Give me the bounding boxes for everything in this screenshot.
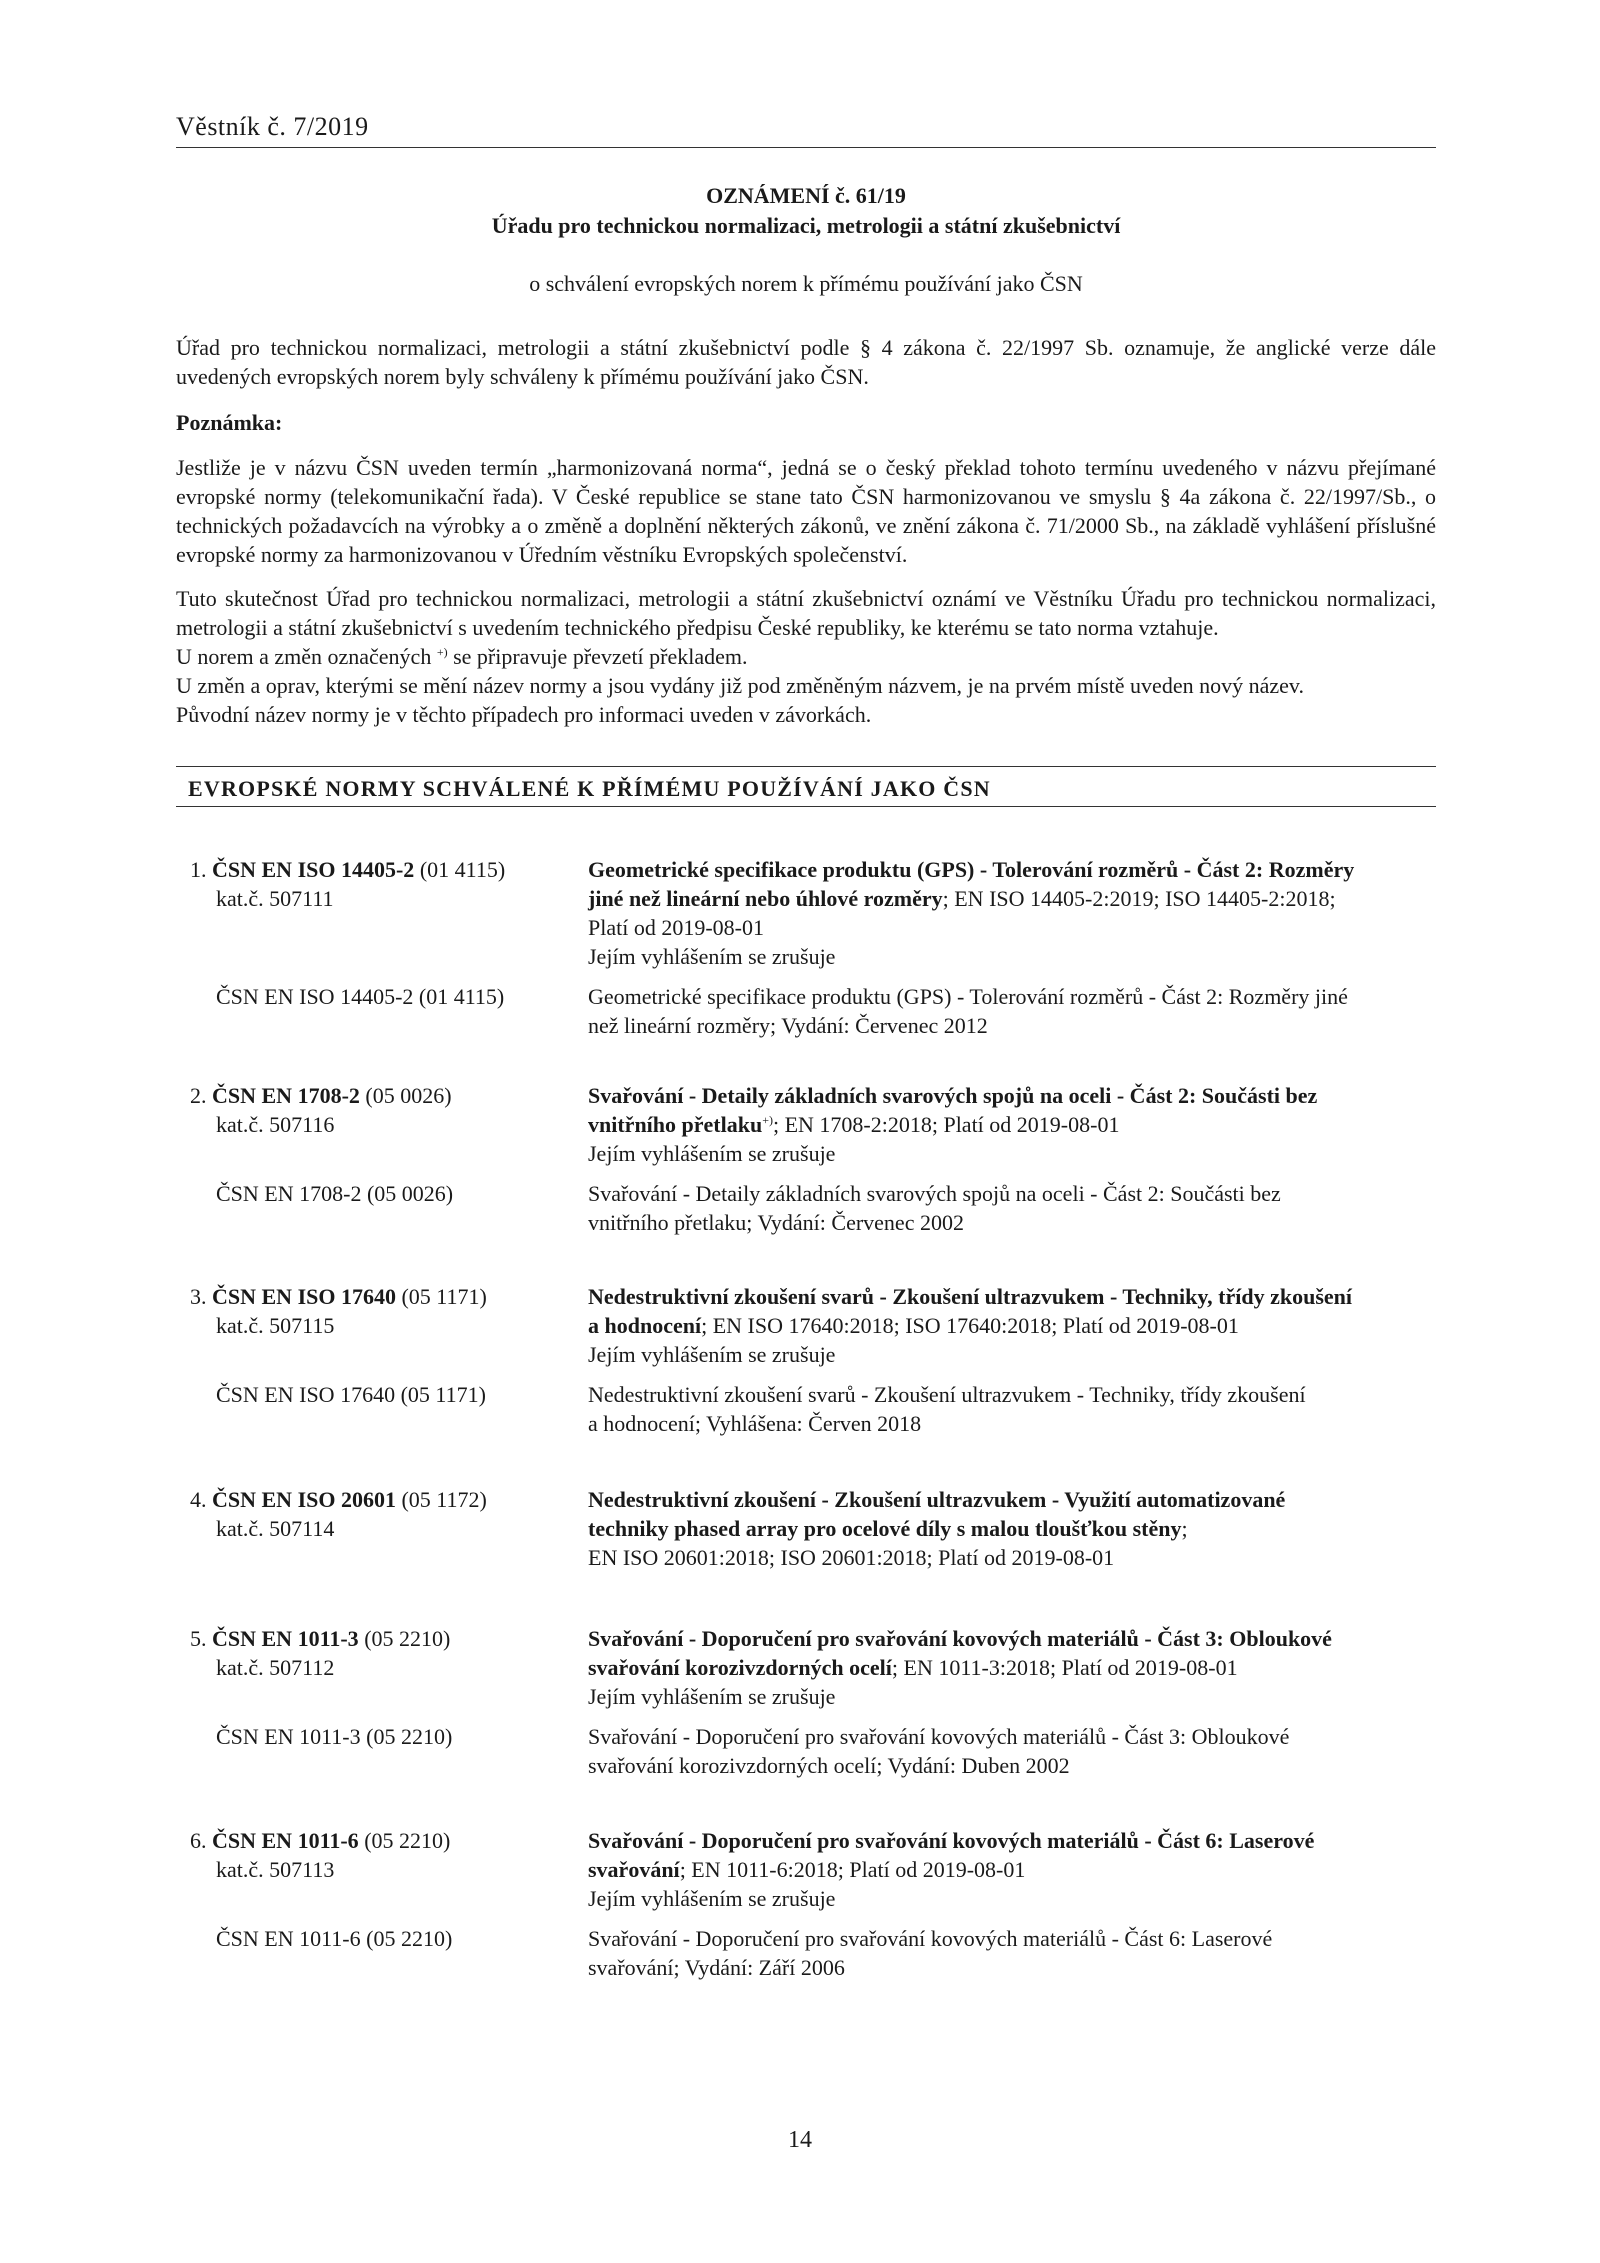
norm-code: ČSN EN ISO 20601 <box>212 1487 396 1512</box>
norm-catalog-number: kat.č. 507115 <box>216 1313 335 1338</box>
norm-valid-from: Platí od 2019-08-01 <box>588 915 764 940</box>
page-number: 14 <box>788 2127 812 2153</box>
old-norm-line2: a hodnocení; Vyhlášena: Červen 2018 <box>588 1411 922 1436</box>
running-head: Věstník č. 7/2019 <box>176 112 369 141</box>
norm-description <box>588 1485 1436 1572</box>
old-norm-line1: Svařování - Detaily základních svarových spojů na oceli - Část 2: Součásti bez <box>588 1181 1281 1206</box>
notice-authority: Úřadu pro technickou normalizaci, metrologii a státní zkušebnictví <box>491 213 1121 238</box>
norm-class: (05 0026) <box>365 1083 452 1108</box>
norm-number: 3. <box>190 1284 207 1309</box>
norm-id-column <box>176 1826 576 1884</box>
norm-number: 1. <box>190 857 207 882</box>
norm-id-column <box>176 1624 576 1682</box>
norm-description <box>588 1826 1436 1913</box>
norm-title-line2: vnitřního přetlaku <box>588 1112 763 1137</box>
norm-title-line2: jiné než lineární nebo úhlové rozměry <box>588 886 943 911</box>
norm-class: (01 4115) <box>419 857 506 882</box>
norm-description <box>588 1081 1436 1168</box>
norm-class: (05 2210) <box>364 1828 451 1853</box>
old-norm-line1: Geometrické specifikace produktu (GPS) - Tolerování rozměrů - Část 2: Rozměry jiné <box>588 984 1348 1009</box>
publication-paragraph: Tuto skutečnost Úřad pro technickou normalizaci, metrologii a státní zkušebnictví oznámí ve Věstníku Úřadu pro technickou normalizaci, metrologii a státní zkušebnictví s uvedením technického předpisu České republiky, ke kterému se tato norma vztahuje. <box>176 586 1436 640</box>
section-top-rule <box>176 766 1436 767</box>
translation-note-pre: U norem a změn označených <box>176 644 432 669</box>
old-norm-code: ČSN EN ISO 17640 (05 1171) <box>216 1382 486 1407</box>
old-norm-description <box>588 982 1436 1040</box>
norm-description <box>588 1282 1436 1369</box>
norm-title-line2: a hodnocení <box>588 1313 702 1338</box>
norm-catalog-number: kat.č. 507112 <box>216 1655 335 1680</box>
norm-title-line1: Svařování - Detaily základních svarových spojů na oceli - Část 2: Součásti bez <box>588 1083 1318 1108</box>
norm-description <box>588 1624 1436 1711</box>
norm-description <box>588 855 1436 971</box>
translation-note-post: se připravuje převzetí překladem. <box>453 644 748 669</box>
norm-catalog-number: kat.č. 507114 <box>216 1516 335 1541</box>
norm-id-column <box>176 1081 576 1139</box>
norm-code: ČSN EN ISO 14405-2 <box>212 857 415 882</box>
intro-paragraph: Úřad pro technickou normalizaci, metrologii a státní zkušebnictví podle § 4 zákona č. 22/1997 Sb. oznamuje, že anglické verze dále uvedených evropských norem byly schváleny k přímému používání jako ČSN. <box>176 335 1436 389</box>
norm-title-line1: Svařování - Doporučení pro svařování kovových materiálů - Část 3: Obloukové <box>588 1626 1332 1651</box>
old-norm-line2: svařování; Vydání: Září 2006 <box>588 1955 845 1980</box>
norm-details: ; EN 1011-6:2018; Platí od 2019-08-01 <box>679 1857 1026 1882</box>
norm-code: ČSN EN 1011-3 <box>212 1626 359 1651</box>
old-norm-code: ČSN EN 1011-6 (05 2210) <box>216 1926 453 1951</box>
norm-id-column <box>176 1485 576 1543</box>
norm-code: ČSN EN 1708-2 <box>212 1083 360 1108</box>
old-norm-line2: vnitřního přetlaku; Vydání: Červenec 2002 <box>588 1210 964 1235</box>
norm-number: 2. <box>190 1083 207 1108</box>
norm-id-column <box>176 855 576 913</box>
norm-id-column <box>176 1282 576 1340</box>
norm-cancels: Jejím vyhlášením se zrušuje <box>588 1684 836 1709</box>
norm-class: (05 1171) <box>401 1284 487 1309</box>
old-norm-description <box>588 1380 1436 1438</box>
norm-details: ; EN ISO 17640:2018; ISO 17640:2018; Platí od 2019-08-01 <box>701 1313 1239 1338</box>
section-heading: EVROPSKÉ NORMY SCHVÁLENÉ K PŘÍMÉMU POUŽÍVÁNÍ JAKO ČSN <box>188 776 991 801</box>
old-norm-line2: než lineární rozměry; Vydání: Červenec 2012 <box>588 1013 988 1038</box>
norm-title-line1: Svařování - Doporučení pro svařování kovových materiálů - Část 6: Laserové <box>588 1828 1315 1853</box>
old-norm-line2: svařování korozivzdorných ocelí; Vydání: Duben 2002 <box>588 1753 1070 1778</box>
norm-cancels: Jejím vyhlášením se zrušuje <box>588 1342 836 1367</box>
norm-class: (05 1172) <box>401 1487 487 1512</box>
norm-cancels: Jejím vyhlášením se zrušuje <box>588 944 836 969</box>
notice-title: OZNÁMENÍ č. 61/19 <box>706 183 906 208</box>
norm-details: ; <box>1181 1516 1188 1541</box>
norm-class: (05 2210) <box>364 1626 451 1651</box>
old-norm-line1: Nedestruktivní zkoušení svarů - Zkoušení ultrazvukem - Techniky, třídy zkoušení <box>588 1382 1306 1407</box>
old-norm-code: ČSN EN 1011-3 (05 2210) <box>216 1724 453 1749</box>
old-norm-code: ČSN EN 1708-2 (05 0026) <box>216 1181 454 1206</box>
norm-code: ČSN EN ISO 17640 <box>212 1284 396 1309</box>
original-name-note: Původní název normy je v těchto případech pro informaci uveden v závorkách. <box>176 702 872 727</box>
rename-note: U změn a oprav, kterými se mění název normy a jsou vydány již pod změněným názvem, je na prvém místě uveden nový název. <box>176 673 1304 698</box>
old-norm-description <box>588 1179 1436 1237</box>
old-norm-line1: Svařování - Doporučení pro svařování kovových materiálů - Část 6: Laserové <box>588 1926 1273 1951</box>
note-label: Poznámka: <box>176 410 283 435</box>
translation-note <box>176 642 1436 671</box>
norm-details: ; EN 1011-3:2018; Platí od 2019-08-01 <box>891 1655 1238 1680</box>
norm-title-line1: Geometrické specifikace produktu (GPS) - Tolerování rozměrů - Část 2: Rozměry <box>588 857 1355 882</box>
norm-number: 6. <box>190 1828 207 1853</box>
norm-catalog-number: kat.č. 507111 <box>216 886 334 911</box>
note-paragraph: Jestliže je v názvu ČSN uveden termín „harmonizovaná norma“, jedná se o český překlad tohoto termínu uvedeného v názvu přejímané evropské normy (telekomunikační řada). V České republice se stane tato ČSN harmonizovanou ve smyslu § 4a zákona č. 22/1997/Sb., o technických požadavcích na výrobky a o změně a doplnění některých zákonů, ve znění zákona č. 71/2000 Sb., na základě vyhlášení příslušné evropské normy za harmonizovanou v Úředním věstníku Evropských společenství. <box>176 455 1436 567</box>
norm-cancels: Jejím vyhlášením se zrušuje <box>588 1141 836 1166</box>
norm-details: ; EN ISO 14405-2:2019; ISO 14405-2:2018; <box>942 886 1336 911</box>
plus-marker: +) <box>436 645 448 659</box>
notice-subject: o schválení evropských norem k přímému používání jako ČSN <box>529 271 1083 296</box>
old-norm-line1: Svařování - Doporučení pro svařování kovových materiálů - Část 3: Obloukové <box>588 1724 1290 1749</box>
old-norm-description <box>588 1924 1436 1982</box>
norm-cancels: Jejím vyhlášením se zrušuje <box>588 1886 836 1911</box>
norm-number: 4. <box>190 1487 207 1512</box>
header-rule <box>176 147 1436 148</box>
norm-number: 5. <box>190 1626 207 1651</box>
old-norm-code: ČSN EN ISO 14405-2 (01 4115) <box>216 984 505 1009</box>
old-norm-description <box>588 1722 1436 1780</box>
norm-catalog-number: kat.č. 507113 <box>216 1857 335 1882</box>
norm-details: ; EN 1708-2:2018; Platí od 2019-08-01 <box>772 1112 1120 1137</box>
norm-title-line2: svařování <box>588 1857 680 1882</box>
norm-details-line3: EN ISO 20601:2018; ISO 20601:2018; Platí od 2019-08-01 <box>588 1545 1115 1570</box>
section-bottom-rule <box>176 806 1436 807</box>
norm-title-line1: Nedestruktivní zkoušení svarů - Zkoušení ultrazvukem - Techniky, třídy zkoušení <box>588 1284 1353 1309</box>
norm-title-line1: Nedestruktivní zkoušení - Zkoušení ultrazvukem - Využití automatizované <box>588 1487 1286 1512</box>
norm-code: ČSN EN 1011-6 <box>212 1828 359 1853</box>
plus-marker: +) <box>762 1113 773 1127</box>
norm-title-line2: svařování korozivzdorných ocelí <box>588 1655 892 1680</box>
norm-catalog-number: kat.č. 507116 <box>216 1112 335 1137</box>
norm-title-line2: techniky phased array pro ocelové díly s malou tloušťkou stěny <box>588 1516 1182 1541</box>
